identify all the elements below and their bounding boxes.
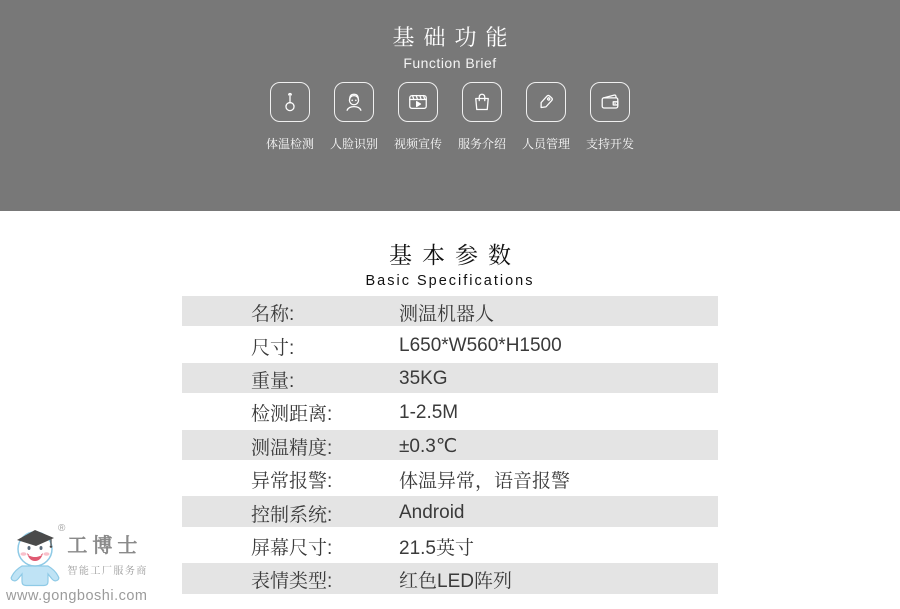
spec-row	[182, 363, 718, 396]
spec-label: 尺寸:	[251, 337, 295, 359]
spec-label: 表情类型:	[251, 571, 333, 593]
spec-row	[182, 329, 718, 362]
wallet-icon	[590, 82, 630, 122]
spec-value: 35KG	[399, 368, 448, 390]
spec-label: 屏幕尺寸:	[251, 537, 333, 559]
feature-label: 视频宣传	[393, 137, 442, 151]
face-recognition-icon	[334, 82, 374, 122]
gongboshi-logo	[6, 521, 148, 604]
video-icon	[398, 82, 438, 122]
hero-subtitle: Function Brief	[403, 55, 497, 71]
feature-item-wallet	[585, 82, 635, 152]
spec-row	[182, 463, 718, 496]
spec-label: 检测距离:	[251, 404, 333, 426]
spec-label: 名称:	[251, 304, 295, 326]
feature-label: 人脸识别	[329, 137, 378, 151]
feature-item-thermometer	[265, 82, 315, 152]
specs-subtitle: Basic Specifications	[365, 273, 535, 289]
registered-mark: ®	[58, 523, 66, 534]
spec-value: 测温机器人	[399, 304, 495, 326]
spec-value: ±0.3℃	[399, 435, 458, 457]
logo-name: 工博士	[67, 533, 143, 557]
spec-row	[182, 496, 718, 529]
spec-row	[182, 563, 718, 596]
feature-list	[0, 82, 900, 152]
spec-value: 1-2.5M	[399, 401, 459, 423]
spec-row	[182, 396, 718, 429]
logo-tagline: 智能工厂服务商	[67, 566, 148, 577]
spec-value: 红色LED阵列	[399, 571, 512, 593]
shopping-bag-icon	[462, 82, 502, 122]
feature-label: 服务介绍	[457, 137, 506, 151]
spec-value: L650*W560*H1500	[399, 335, 562, 357]
thermometer-icon	[270, 82, 310, 122]
mascot-icon	[6, 521, 64, 587]
spec-label: 控制系统:	[251, 504, 333, 526]
feature-label: 人员管理	[521, 137, 570, 151]
spec-value: Android	[399, 502, 465, 524]
spec-label: 异常报警:	[251, 471, 333, 493]
logo-url: www.gongboshi.com	[6, 588, 148, 604]
spec-value: 21.5英寸	[399, 537, 474, 559]
logo-top	[6, 521, 148, 587]
feature-item-face-recognition	[329, 82, 379, 152]
spec-label: 测温精度:	[251, 437, 333, 459]
feature-item-shopping-bag	[457, 82, 507, 152]
feature-label: 体温检测	[265, 137, 314, 151]
spec-row	[182, 430, 718, 463]
hero-section	[0, 0, 900, 211]
tag-icon	[526, 82, 566, 122]
logo-text	[67, 533, 148, 577]
spec-label: 重量:	[251, 370, 295, 392]
specs-title: 基本参数	[389, 242, 521, 268]
feature-item-video	[393, 82, 443, 152]
hero-title: 基础功能	[392, 25, 517, 50]
spec-row	[182, 296, 718, 329]
feature-label: 支持开发	[585, 137, 634, 151]
feature-item-tag	[521, 82, 571, 152]
spec-table	[182, 296, 718, 597]
spec-row	[182, 530, 718, 563]
spec-value: 体温异常，语音报警	[399, 471, 571, 493]
